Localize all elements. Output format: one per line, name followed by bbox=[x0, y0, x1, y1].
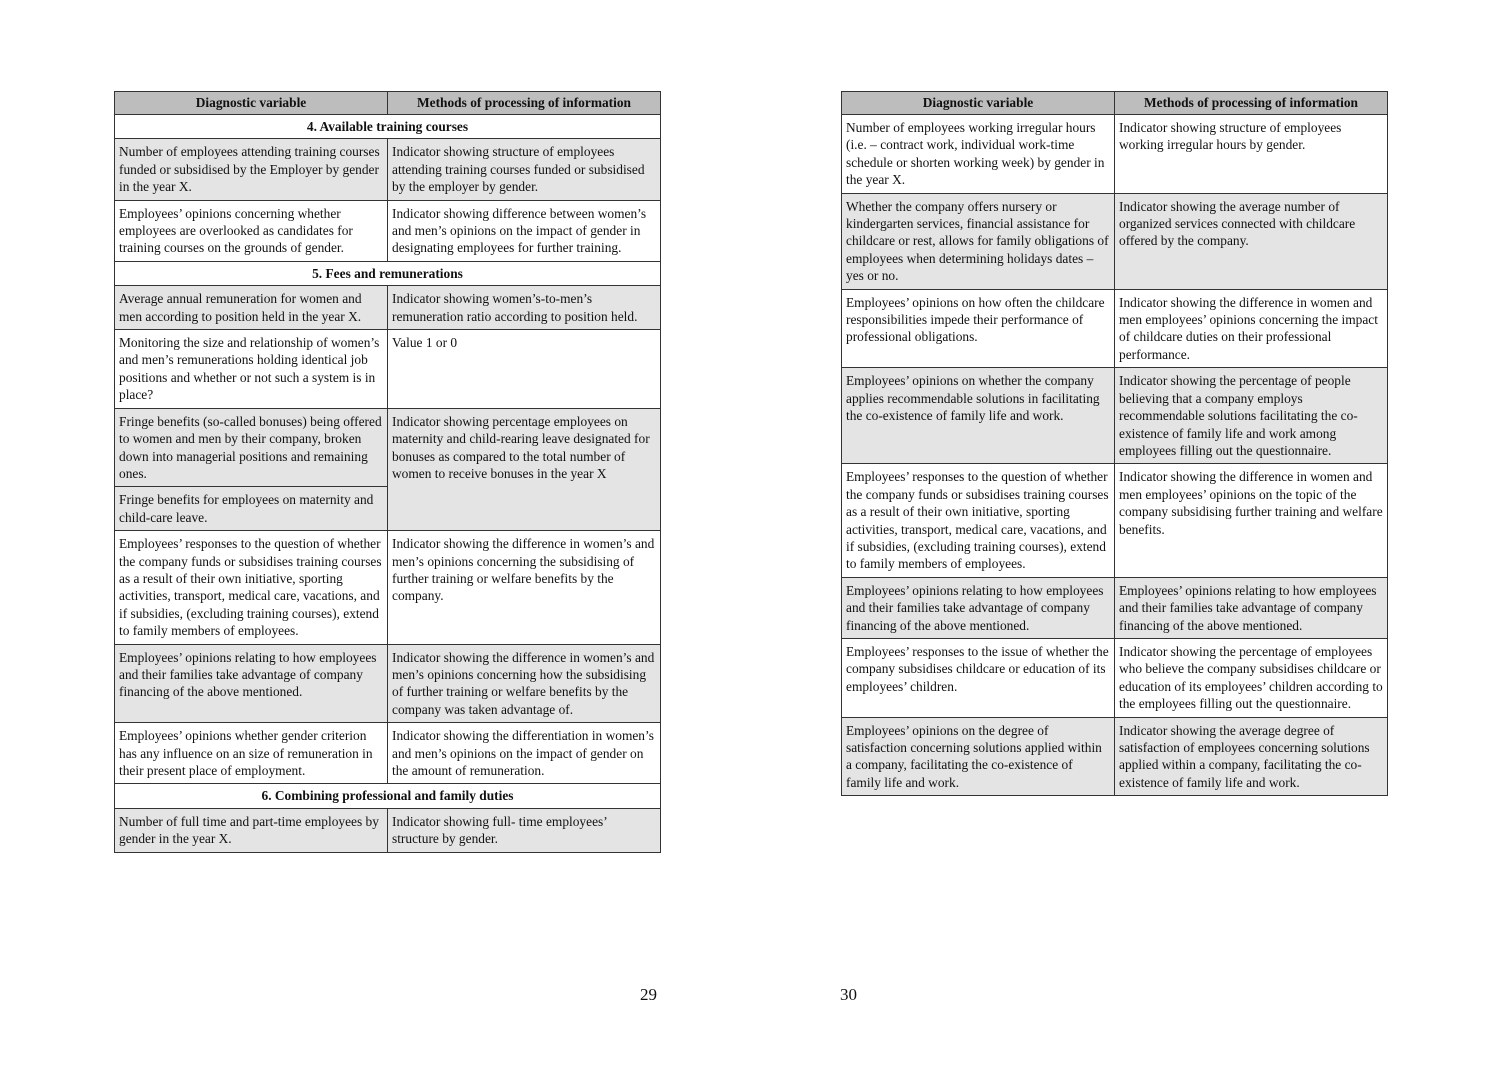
header-methods: Methods of processing of information bbox=[1115, 92, 1388, 115]
table-row bbox=[842, 717, 1388, 796]
diagnostic-variable-cell: Average annual remuneration for women and men according to position held in the year X. bbox=[115, 286, 388, 330]
diagnostic-variable-cell: Number of employees working irregular hours (i.e. – contract work, individual work-time schedule or shorten working week) by gender in the year X. bbox=[842, 115, 1115, 194]
method-cell: Value 1 or 0 bbox=[388, 330, 661, 409]
table-row bbox=[842, 464, 1388, 577]
method-cell: Indicator showing women’s-to-men’s remuneration ratio according to position held. bbox=[388, 286, 661, 330]
method-cell: Indicator showing difference between women’s and men’s opinions on the impact of gender in designating employees for further training. bbox=[388, 200, 661, 261]
table-row bbox=[842, 289, 1388, 368]
header-diagnostic-variable: Diagnostic variable bbox=[842, 92, 1115, 115]
table-row bbox=[842, 577, 1388, 638]
method-cell: Indicator showing the average number of organized services connected with childcare offered by the company. bbox=[1115, 193, 1388, 289]
method-cell: Indicator showing full- time employees’ structure by gender. bbox=[388, 808, 661, 852]
page-30 bbox=[750, 0, 1500, 1068]
diagnostic-variable-cell: Employees’ opinions relating to how employees and their families take advantage of company financing of the above mentioned. bbox=[115, 644, 388, 723]
diagnostic-variable-cell: Employees’ opinions concerning whether employees are overlooked as candidates for training courses on the grounds of gender. bbox=[115, 200, 388, 261]
table-row bbox=[115, 808, 661, 852]
table-row bbox=[842, 638, 1388, 717]
table-row bbox=[115, 200, 661, 261]
method-cell: Indicator showing the percentage of employees who believe the company subsidises childcare or education of its employees’ children according to the employees filling out the questionnaire. bbox=[1115, 638, 1388, 717]
method-cell: Indicator showing structure of employees attending training courses funded or subsidised by the employer by gender. bbox=[388, 139, 661, 200]
diagnostic-variable-cell: Employees’ opinions on how often the childcare responsibilities impede their performance of professional obligations. bbox=[842, 289, 1115, 368]
diagnostic-variable-cell: Fringe benefits (so-called bonuses) being offered to women and men by their company, broken down into managerial positions and remaining ones. bbox=[115, 408, 388, 487]
table-row bbox=[115, 139, 661, 200]
diagnostic-variable-cell: Employees’ opinions on the degree of satisfaction concerning solutions applied within a company, facilitating the co-existence of family life and work. bbox=[842, 717, 1115, 796]
table-header-row bbox=[842, 92, 1388, 115]
method-cell: Indicator showing the percentage of people believing that a company employs recommendable solutions facilitating the co-existence of family life and work among employees filling out the questionnaire. bbox=[1115, 368, 1388, 464]
diagnostic-variable-cell: Employees’ responses to the issue of whether the company subsidises childcare or education of its employees’ children. bbox=[842, 638, 1115, 717]
table-row bbox=[115, 531, 661, 644]
section-title: 5. Fees and remunerations bbox=[115, 261, 661, 285]
diagnostic-variable-cell: Monitoring the size and relationship of women’s and men’s remunerations holding identical job positions and whether or not such a system is in place? bbox=[115, 330, 388, 409]
diagnostic-variable-cell: Employees’ opinions on whether the company applies recommendable solutions in facilitating the co-existence of family life and work. bbox=[842, 368, 1115, 464]
method-cell: Indicator showing the difference in women and men employees’ opinions on the topic of the company subsidising further training and welfare benefits. bbox=[1115, 464, 1388, 577]
table-row bbox=[115, 286, 661, 330]
table-row bbox=[115, 330, 661, 409]
method-cell: Employees’ opinions relating to how employees and their families take advantage of company financing of the above mentioned. bbox=[1115, 577, 1388, 638]
section-row bbox=[115, 784, 661, 808]
section-row bbox=[115, 115, 661, 139]
diagnostic-variable-cell: Number of full time and part-time employees by gender in the year X. bbox=[115, 808, 388, 852]
diagnostic-variable-cell: Fringe benefits for employees on maternity and child-care leave. bbox=[115, 487, 388, 531]
header-methods: Methods of processing of information bbox=[388, 92, 661, 115]
diagnostic-variable-cell: Employees’ responses to the question of whether the company funds or subsidises training courses as a result of their own initiative, sporting activities, transport, medical care, vacations, and if subsidies, (excluding training courses), extend to family members of employees. bbox=[842, 464, 1115, 577]
table-row bbox=[842, 115, 1388, 194]
diagnostic-variable-cell: Employees’ opinions relating to how employees and their families take advantage of company financing of the above mentioned. bbox=[842, 577, 1115, 638]
method-cell: Indicator showing the difference in women’s and men’s opinions concerning how the subsidising of further training or welfare benefits by the company was taken advantage of. bbox=[388, 644, 661, 723]
diagnostic-table bbox=[114, 91, 661, 853]
header-diagnostic-variable: Diagnostic variable bbox=[115, 92, 388, 115]
method-cell: Indicator showing the difference in women and men employees’ opinions concerning the impact of childcare duties on their professional performance. bbox=[1115, 289, 1388, 368]
table-row bbox=[115, 408, 661, 487]
table-row bbox=[842, 193, 1388, 289]
diagnostic-table bbox=[841, 91, 1388, 796]
section-title: 6. Combining professional and family duties bbox=[115, 784, 661, 808]
table-row bbox=[115, 644, 661, 723]
method-cell: Indicator showing percentage employees on maternity and child-rearing leave designated for bonuses as compared to the total number of women to receive bonuses in the year X bbox=[388, 408, 661, 530]
page-number: 30 bbox=[840, 985, 857, 1004]
diagnostic-variable-cell: Number of employees attending training courses funded or subsidised by the Employer by gender in the year X. bbox=[115, 139, 388, 200]
diagnostic-variable-cell: Employees’ responses to the question of whether the company funds or subsidises training courses as a result of their own initiative, sporting activities, transport, medical care, vacations, and if subsidies, (excluding training courses), extend to family members of employees. bbox=[115, 531, 388, 644]
section-row bbox=[115, 261, 661, 285]
table-header-row bbox=[115, 92, 661, 115]
diagnostic-variable-cell: Whether the company offers nursery or kindergarten services, financial assistance for childcare or rest, allows for family obligations of employees when determining holidays dates – yes or no. bbox=[842, 193, 1115, 289]
method-cell: Indicator showing the average degree of satisfaction of employees concerning solutions applied within a company, facilitating the co-existence of family life and work. bbox=[1115, 717, 1388, 796]
section-title: 4. Available training courses bbox=[115, 115, 661, 139]
table-row bbox=[842, 368, 1388, 464]
page-number: 29 bbox=[640, 985, 657, 1004]
table-row bbox=[115, 723, 661, 784]
method-cell: Indicator showing structure of employees working irregular hours by gender. bbox=[1115, 115, 1388, 194]
method-cell: Indicator showing the differentiation in women’s and men’s opinions on the impact of gender on the amount of remuneration. bbox=[388, 723, 661, 784]
method-cell: Indicator showing the difference in women’s and men’s opinions concerning the subsidising of further training or welfare benefits by the company. bbox=[388, 531, 661, 644]
diagnostic-variable-cell: Employees’ opinions whether gender criterion has any influence on an size of remuneration in their present place of employment. bbox=[115, 723, 388, 784]
